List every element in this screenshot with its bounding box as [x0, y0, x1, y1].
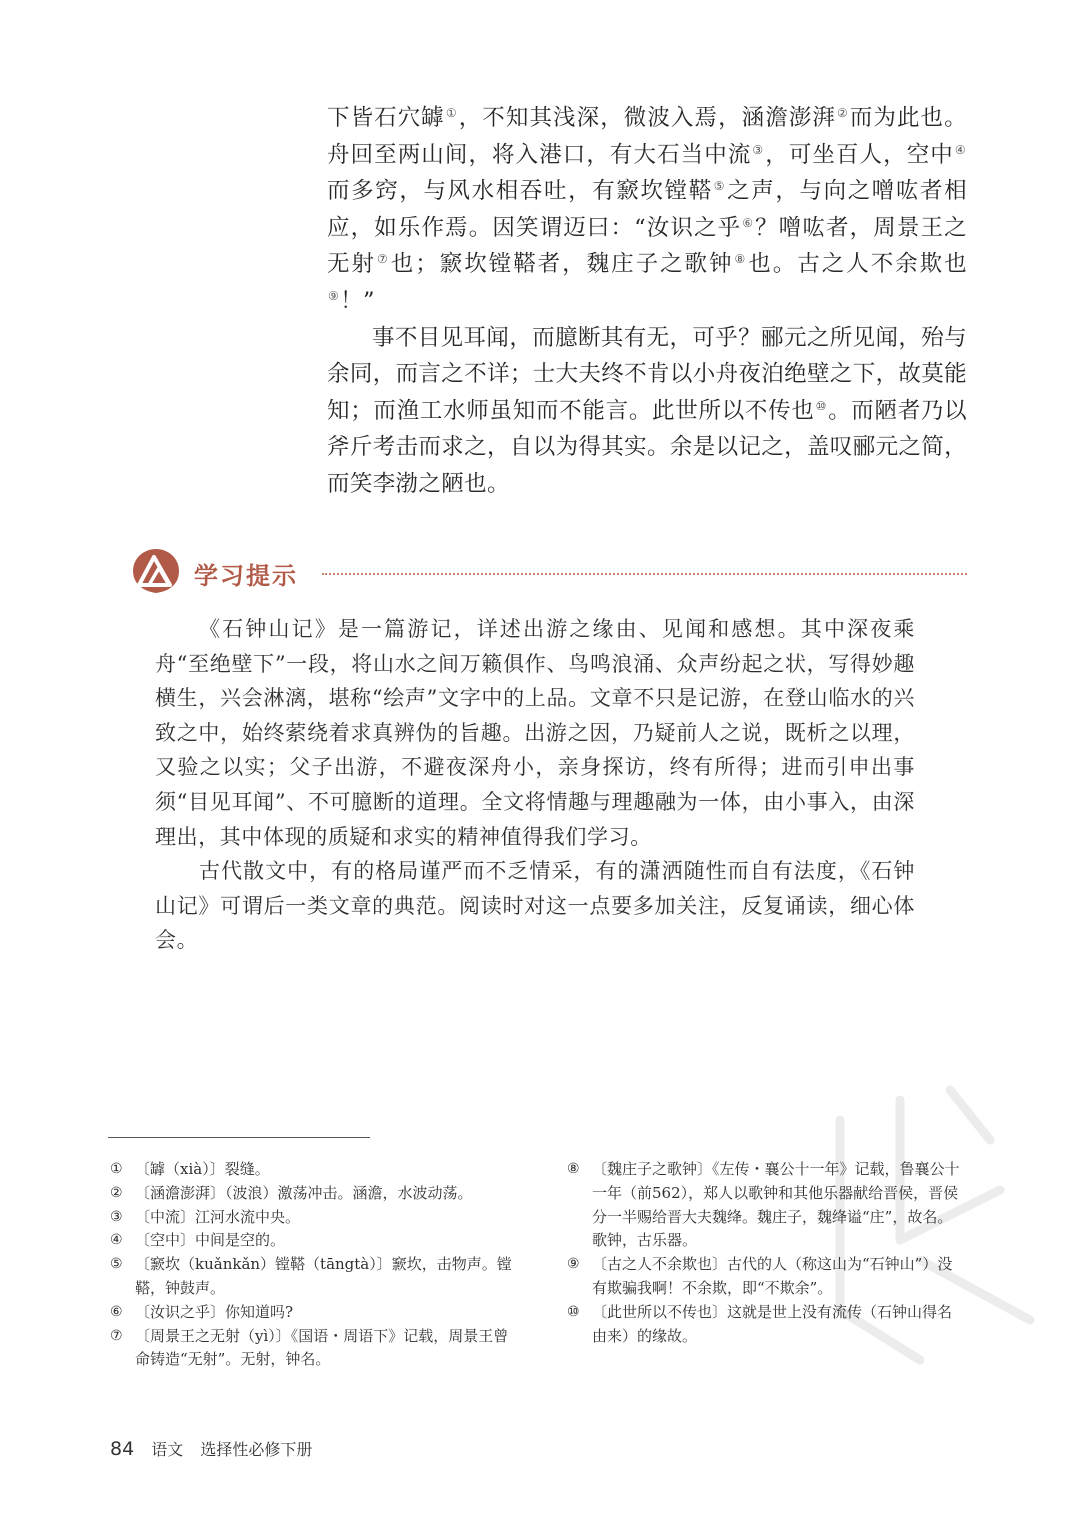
footnote-number: ⑤ [110, 1256, 123, 1273]
footnote-text: 〔此世所以不传也〕这就是世上没有流传（石钟山得名由来）的缘故。 [592, 1302, 953, 1345]
footnote-number: ④ [110, 1232, 123, 1249]
footnote-ref[interactable]: ① [445, 106, 458, 120]
footnote-item [567, 1253, 965, 1301]
footnote-ref[interactable]: ⑧ [734, 252, 748, 267]
footnote-text: 〔中流〕江河水流中央。 [135, 1207, 301, 1226]
footnote-number: ⑥ [110, 1303, 123, 1320]
footnote-text: 〔罅（xià）〕裂缝。 [135, 1160, 270, 1178]
footnote-ref[interactable]: ⑥ [742, 215, 755, 230]
footnote-number: ⑨ [567, 1256, 580, 1273]
footnote-item [567, 1301, 965, 1349]
footnote-item [110, 1182, 512, 1206]
footnote-text: 〔涵澹澎湃〕（波浪）激荡冲击。涵澹，水波动荡。 [135, 1183, 473, 1202]
footnote-number: ① [110, 1161, 123, 1177]
dotted-divider [322, 573, 967, 575]
footnote-ref[interactable]: ③ [752, 142, 765, 157]
footnotes-right [567, 1158, 965, 1348]
footnote-number: ② [110, 1184, 123, 1201]
main-paragraph-2: 事不目见耳闻，而臆断其有无，可乎？郦元之所见闻，殆与余同，而言之不详；士大夫终不肯以小舟夜泊绝壁之下，故莫能知；而渔工水师虽知而不能言。此世所以不传也⑩。而陋者乃以斧斤考击而求之，自以为得其实。余是以记之，盖叹郦元之简，而笑李渤之陋也。 [327, 324, 968, 497]
footnote-item [110, 1301, 512, 1325]
footnote-text: 〔古之人不余欺也〕古代的人（称这山为“石钟山”）没有欺骗我啊！不余欺，即“不欺余”。 [592, 1255, 953, 1297]
main-paragraph-1: 下皆石穴罅①，不知其浅深，微波入焉，涵澹澎湃②而为此也。舟回至两山间，将入港口，有大石当中流③，可坐百人，空中④而多窍，与风水相吞吐，有窾坎镗鞳⑤之声，与向之噌吰者相应，如乐作焉。因笑谓迈曰：“汝识之乎⑥？噌吰者，周景王之无射⑦也；窾坎镗鞳者，魏庄子之歌钟⑧也。古之人不余欺也⑨！” [327, 105, 968, 314]
section-title: 学习提示 [194, 562, 298, 590]
footnote-rule [108, 1137, 370, 1138]
footnote-text: 〔周景王之无射（yì）〕《国语・周语下》记载，周景王曾命铸造“无射”。无射，钟名。 [135, 1326, 509, 1369]
footnote-number: ③ [110, 1208, 123, 1225]
page-number: 84 [110, 1438, 135, 1460]
footnote-item [567, 1158, 965, 1253]
page-footer [110, 1437, 312, 1460]
footnote-text: 〔窾坎（kuǎnkǎn）镗鞳（tāngtà）〕窾坎，击物声。镗鞳，钟鼓声。 [135, 1255, 512, 1297]
main-text [327, 100, 967, 503]
subject-label: 语文 [151, 1440, 184, 1459]
footnote-item [110, 1206, 512, 1230]
footnote-text: 〔魏庄子之歌钟〕《左传・襄公十一年》记载，鲁襄公十一年（前562），郑人以歌钟和其他乐器献给晋侯，晋侯分一半赐给晋大夫魏绛。魏庄子，魏绛谥“庄”，故名。歌钟，古乐器。 [592, 1160, 960, 1250]
section-header [132, 548, 967, 598]
study-tips [155, 612, 915, 958]
footnote-number: ⑦ [110, 1327, 123, 1344]
footnote-ref[interactable]: ⑦ [376, 252, 390, 267]
footnote-text: 〔汝识之乎〕你知道吗? [135, 1302, 294, 1321]
footnote-number: ⑧ [567, 1161, 580, 1177]
footnote-item [110, 1253, 512, 1301]
footnote-ref[interactable]: ⑩ [815, 398, 828, 413]
footnote-item [110, 1158, 512, 1182]
footnote-item [110, 1229, 512, 1253]
footnotes-left [110, 1158, 512, 1372]
tips-paragraph-2: 古代散文中，有的格局谨严而不乏情采，有的潇洒随性而自有法度，《石钟山记》可谓后一类文章的典范。阅读时对这一点要多加关注，反复诵读，细心体会。 [155, 859, 915, 953]
footnote-text: 〔空中〕中间是空的。 [135, 1231, 286, 1250]
footnote-ref[interactable]: ④ [954, 142, 966, 157]
footnote-ref[interactable]: ⑤ [713, 179, 727, 194]
footnote-number: ⑩ [567, 1303, 580, 1320]
footnote-item [110, 1325, 512, 1373]
mountain-emblem-icon [132, 548, 180, 594]
footnote-ref[interactable]: ② [836, 106, 849, 120]
tips-paragraph-1: 《石钟山记》是一篇游记，详述出游之缘由、见闻和感想。其中深夜乘舟“至绝壁下”一段，将山水之间万籁俱作、鸟鸣浪涌、众声纷起之状，写得妙趣横生，兴会淋漓，堪称“绘声”文字中的上品。文章不只是记游，在登山临水的兴致之中，始终萦绕着求真辨伪的旨趣。出游之因，乃疑前人之说，既析之以理，又验之以实；父子出游，不避夜深舟小，亲身探访，终有所得；进而引申出事须“目见耳闻”、不可臆断的道理。全文将情趣与理趣融为一体，由小事入，由深理出，其中体现的质疑和求实的精神值得我们学习。 [155, 617, 915, 849]
footnote-ref[interactable]: ⑨ [328, 288, 340, 303]
volume-label: 选择性必修下册 [200, 1440, 313, 1459]
